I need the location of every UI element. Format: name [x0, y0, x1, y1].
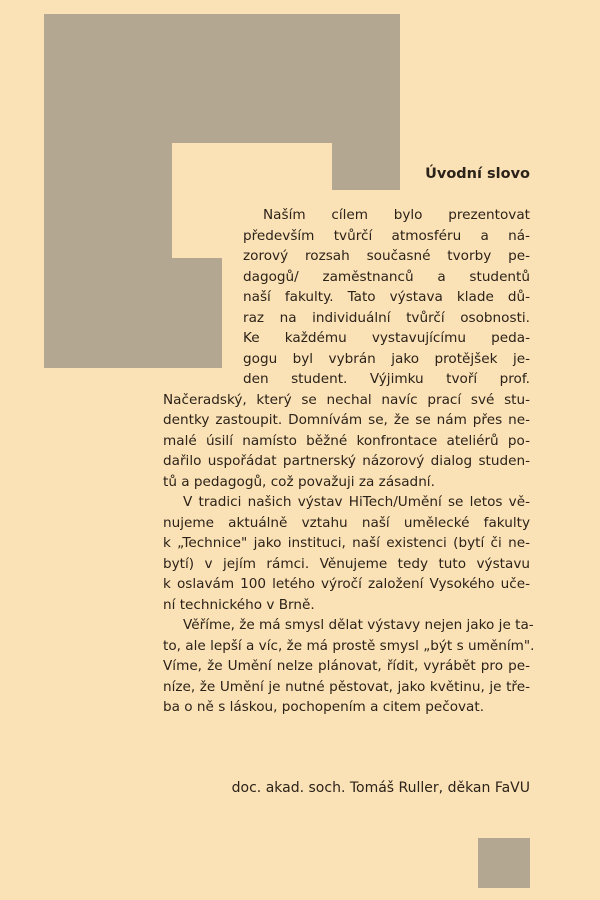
text-line: Načeradský, který se nechal navíc prací své stu- [163, 391, 530, 408]
text-line: malé úsilí namísto běžné konfrontace ateliérů po- [163, 432, 530, 449]
text-line: Víme, že Umění nelze plánovat, řídit, vyrábět pro pe- [163, 658, 530, 674]
heading: Úvodní slovo [425, 166, 530, 182]
decorative-block-top [44, 14, 400, 143]
text-line: nujeme aktuálně vztahu naší umělecké fakulty [163, 514, 530, 531]
text-line: zorový rozsah současné tvorby pe- [243, 248, 530, 264]
text-line: především tvůrčí atmosféru a ná- [243, 227, 530, 244]
text-line: bytí) v jejím rámci. Věnujeme tedy tuto výstavu [163, 555, 530, 572]
text-line: naší fakulty. Tato výstava klade dů- [243, 289, 530, 305]
text-line: dagogů/ zaměstnanců a studentů [243, 268, 530, 285]
text-line: Věříme, že má smysl dělat výstavy nejen jako je ta- [183, 617, 534, 633]
text-line: dentky zastoupit. Domnívám se, že se nám přes ne- [163, 412, 530, 428]
text-line: ní technického v Brně. [163, 596, 315, 613]
text-line: to, ale lepší a víc, že má prostě smysl „být s uměním". [163, 637, 535, 654]
text-line: V tradici našich výstav HiTech/Umění se letos vě- [183, 494, 530, 510]
text-line: Naším cílem bylo prezentovat [263, 207, 530, 223]
decorative-square [478, 838, 530, 888]
decorative-block-step [172, 258, 222, 368]
text-line: raz na individuální tvůrčí osobnosti. [243, 309, 530, 326]
text-line: k „Technice" jako instituci, naší existenci (bytí či ne- [163, 535, 530, 551]
text-line: Ke každému vystavujícímu peda- [243, 330, 530, 346]
decorative-block-left [44, 143, 172, 368]
text-line: k oslavám 100 letého výročí založení Vysokého uče- [163, 576, 530, 592]
text-line: ba o ně s láskou, pochopením a citem pečovat. [163, 699, 485, 715]
text-line: níze, že Umění je nutné pěstovat, jako květinu, je tře- [163, 678, 530, 695]
text-line: tů a pedagogů, což považuji za zásadní. [163, 473, 435, 490]
text-line: dařilo uspořádat partnerský názorový dialog studen- [163, 453, 530, 469]
text-line: den student. Výjimku tvoří prof. [243, 371, 530, 387]
signature: doc. akad. soch. Tomáš Ruller, děkan FaVU [231, 780, 530, 796]
text-line: gogu byl vybrán jako protějšek je- [243, 350, 530, 367]
